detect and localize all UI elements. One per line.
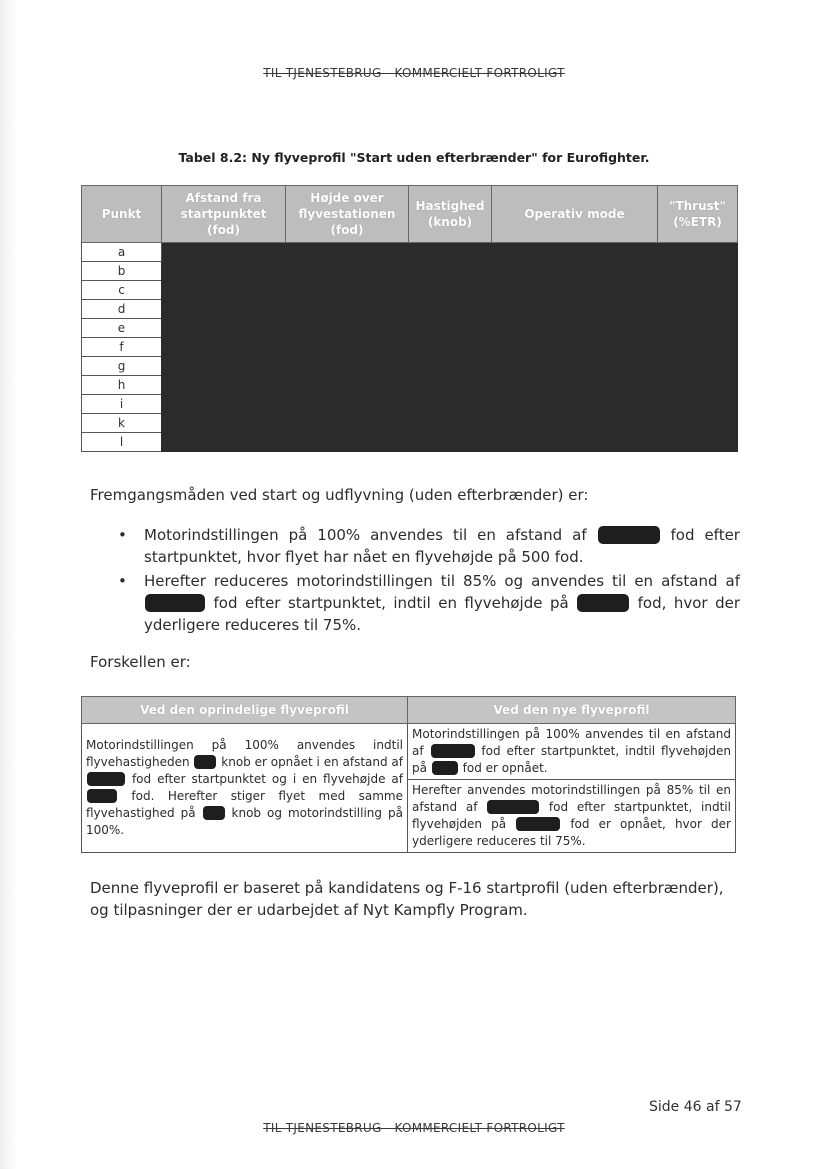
cell-text: fod. Herefter stiger flyet med samme flyvehastighed på: [86, 789, 403, 820]
page-number: Side 46 af 57: [649, 1099, 742, 1115]
header-original-profile: Ved den oprindelige flyveprofil: [82, 697, 408, 724]
point-label: a: [82, 243, 162, 262]
point-label: d: [82, 300, 162, 319]
table-row: [82, 724, 736, 780]
bullet-text: fod efter startpunktet, hvor flyet har nået en flyvehøjde på 500 fod.: [144, 526, 740, 566]
cell-text: Motorindstillingen på 100% anvendes til en afstand af: [412, 727, 731, 758]
procedure-intro: Fremgangsmåden ved start og udflyvning (uden efterbrænder) er:: [90, 486, 589, 504]
cell-text: Motorindstillingen på 100% anvendes indtil flyvehastigheden: [86, 738, 403, 769]
list-item: [118, 570, 740, 636]
redaction-mark: [516, 817, 560, 831]
cell-text: Herefter anvendes motorindstillingen på 85% til en afstand af: [412, 783, 731, 814]
bullet-text: Motorindstillingen på 100% anvendes til en afstand af: [144, 526, 587, 544]
bullet-text: fod, hvor der yderligere reduceres til 75%.: [144, 594, 740, 634]
new-profile-cell: [408, 780, 736, 853]
bullet-icon: •: [118, 526, 127, 544]
header-thrust: "Thrust" (%ETR): [658, 186, 738, 243]
point-label: e: [82, 319, 162, 338]
redaction-mark: [145, 594, 205, 612]
point-label: c: [82, 281, 162, 300]
redaction-mark: [432, 761, 458, 775]
redaction-mark: [598, 526, 660, 544]
point-label: g: [82, 357, 162, 376]
cell-text: fod er opnået, hvor der yderligere reduceres til 75%.: [412, 817, 731, 848]
redaction-mark: [87, 789, 117, 803]
scan-edge: [0, 0, 18, 1169]
flight-profile-table: [81, 185, 737, 452]
classification-header: TIL TJENESTEBRUG - KOMMERCIELT FORTROLIGT: [263, 66, 565, 80]
cell-text: fod efter startpunktet, indtil flyvehøjden på: [412, 744, 731, 775]
redaction-mark: [577, 594, 629, 612]
table-row: [82, 243, 738, 262]
point-label: i: [82, 395, 162, 414]
redaction-mark: [431, 744, 475, 758]
header-new-profile: Ved den nye flyveprofil: [408, 697, 736, 724]
comparison-table: [81, 696, 735, 853]
point-label: f: [82, 338, 162, 357]
bullet-text: Herefter reduceres motorindstillingen til 85% og anvendes til en afstand af: [144, 572, 740, 590]
table-header-row: [82, 697, 736, 724]
original-profile-cell: [82, 724, 408, 853]
conclusion-paragraph: Denne flyveprofil er baseret på kandidatens og F-16 startprofil (uden efterbrænder), og tilpasninger der er udarbejdet af Nyt Kampfly Program.: [90, 879, 724, 919]
point-label: h: [82, 376, 162, 395]
header-hastighed: Hastighed (knob): [409, 186, 492, 243]
difference-intro: Forskellen er:: [90, 653, 191, 671]
cell-text: fod er opnået.: [462, 761, 548, 775]
table-header-row: [82, 186, 738, 243]
bullet-text: fod efter startpunktet, indtil en flyvehøjde på: [213, 594, 569, 612]
header-punkt: Punkt: [82, 186, 162, 243]
classification-footer: TIL TJENESTEBRUG - KOMMERCIELT FORTROLIGT: [263, 1121, 565, 1135]
point-label: l: [82, 433, 162, 452]
table-caption: Tabel 8.2: Ny flyveprofil "Start uden efterbrænder" for Eurofighter.: [178, 150, 650, 165]
point-label: b: [82, 262, 162, 281]
header-operativ-mode: Operativ mode: [492, 186, 658, 243]
procedure-list: [118, 524, 740, 638]
redaction-mark: [487, 800, 539, 814]
cell-text: knob er opnået i en afstand af: [221, 755, 403, 769]
header-afstand: Afstand fra startpunktet (fod): [162, 186, 286, 243]
new-profile-cell: [408, 724, 736, 780]
header-hoejde: Højde over flyvestationen (fod): [286, 186, 409, 243]
bullet-icon: •: [118, 572, 127, 590]
cell-text: knob og motorindstilling på 100%.: [86, 806, 403, 837]
cell-text: fod efter startpunktet, indtil flyvehøjden på: [412, 800, 731, 831]
redacted-block: [162, 243, 738, 452]
redaction-mark: [203, 806, 225, 820]
cell-text: fod efter startpunktet og i en flyvehøjde af: [131, 772, 403, 786]
list-item: [118, 524, 740, 568]
redaction-mark: [194, 755, 216, 769]
point-label: k: [82, 414, 162, 433]
redaction-mark: [87, 772, 125, 786]
